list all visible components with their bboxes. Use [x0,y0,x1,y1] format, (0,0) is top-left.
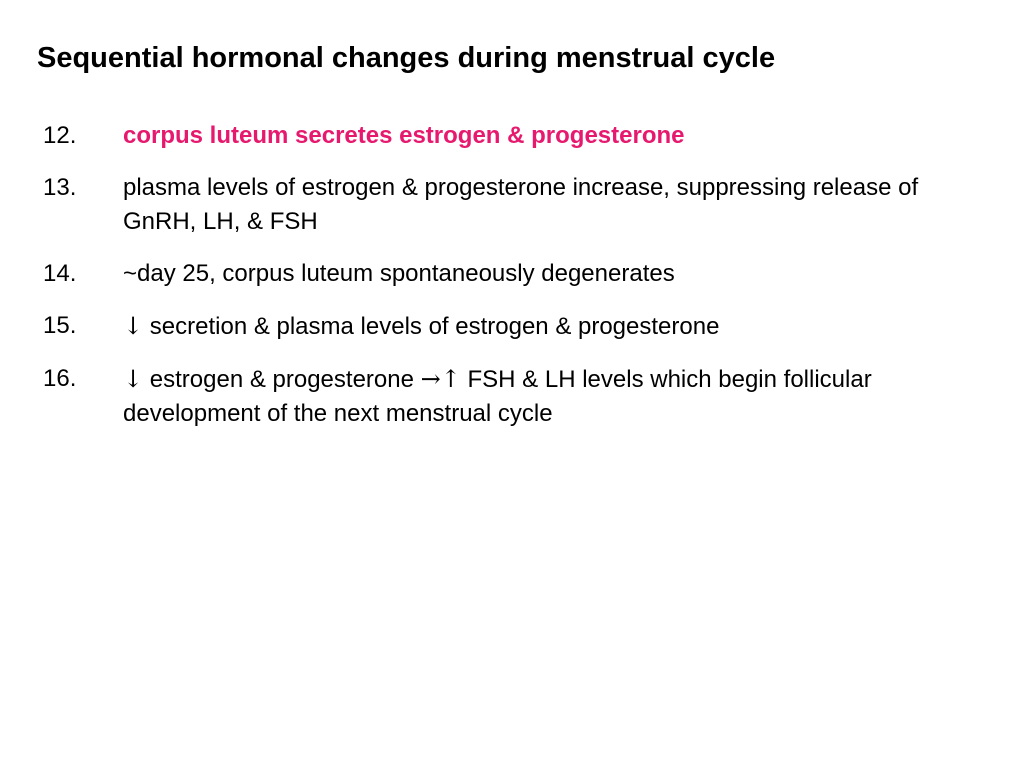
list-item-14 [43,257,983,291]
item-text: secretion & plasma levels of estrogen & progesterone [143,313,720,340]
right-up-arrow-icon: →↑ [420,365,461,393]
item-number: 12. [43,122,77,149]
list-item-16 [43,362,983,431]
list-item-12 [43,119,983,153]
item-text: estrogen & progesterone [143,366,421,393]
item-number: 16. [43,365,77,392]
item-number: 13. [43,174,77,201]
item-number: 15. [43,312,77,339]
step-list [43,119,983,449]
item-text: plasma levels of estrogen & progesterone increase, suppressing release of GnRH, LH, & FSH [123,174,919,235]
item-text: ~day 25, corpus luteum spontaneously degenerates [123,260,675,287]
list-item-15 [43,309,983,344]
list-item-13 [43,171,983,239]
slide-title: Sequential hormonal changes during menstrual cycle [37,42,776,74]
item-text: corpus luteum secretes estrogen & progesterone [123,122,685,149]
item-text-suffix: FSH & LH levels which begin follicular development of the next menstrual cycle [123,366,872,427]
down-arrow-icon: ↓ [123,312,144,340]
item-number: 14. [43,260,77,287]
down-arrow-icon: ↓ [123,365,144,393]
